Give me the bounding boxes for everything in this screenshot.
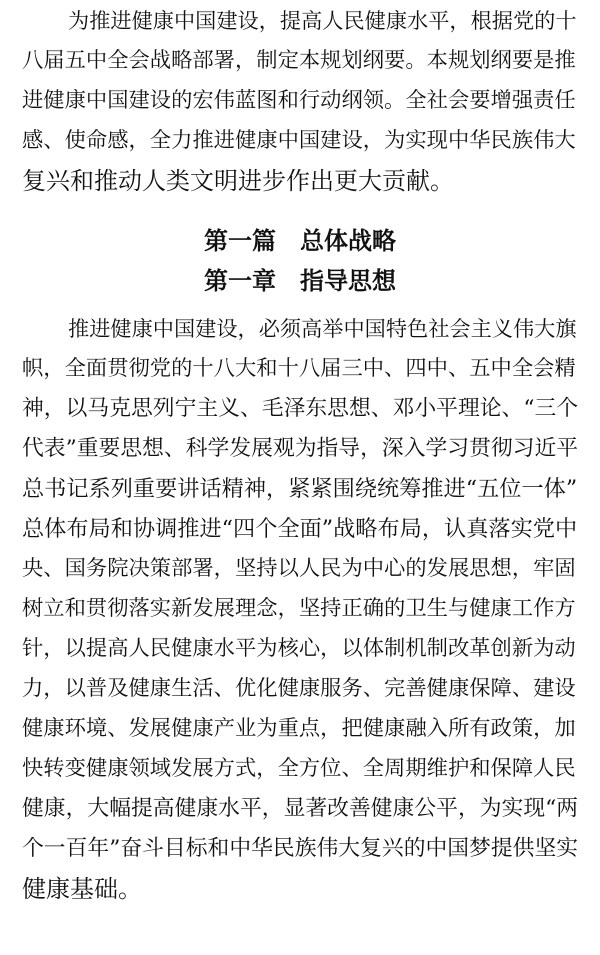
chapter-heading: 第一章 指导思想 <box>204 267 396 295</box>
paragraph-2-line-6: 总体布局和协调推进“四个全面”战略布局，认真落实党中 <box>22 516 578 542</box>
paragraph-2-line-4: 代表”重要思想、科学发展观为指导，深入学习贯彻习近平 <box>22 436 579 461</box>
paragraph-1-line-3: 进健康中国建设的宏伟蓝图和行动纲领。全社会要增强责任 <box>22 88 576 113</box>
paragraph-2-line-13: 健康，大幅提高健康水平，显著改善健康公平，为实现“两 <box>22 796 579 821</box>
paragraph-2-line-10: 力，以普及健康生活、优化健康服务、完善健康保障、建设 <box>22 676 576 701</box>
paragraph-2-line-14: 个一百年”奋斗目标和中华民族伟大复兴的中国梦提供坚实 <box>22 836 579 861</box>
paragraph-1-line-1: 为推进健康中国建设，提高人民健康水平，根据党的十 <box>68 8 577 33</box>
paragraph-1-line-5: 复兴和推动人类文明进步作出更大贡献。 <box>22 167 454 195</box>
paragraph-2-line-5: 总书记系列重要讲话精神，紧紧围绕统筹推进“五位一体” <box>22 476 578 502</box>
paragraph-2-line-2: 帜，全面贯彻党的十八大和十八届三中、四中、五中全会精 <box>22 356 576 381</box>
paragraph-2-line-11: 健康环境、发展健康产业为重点，把健康融入所有政策，加 <box>22 716 576 741</box>
paragraph-2-line-1: 推进健康中国建设，必须高举中国特色社会主义伟大旗 <box>68 316 577 341</box>
part-heading: 第一篇 总体战略 <box>204 227 396 255</box>
paragraph-2-line-7: 央、国务院决策部署，坚持以人民为中心的发展思想，牢固 <box>22 556 576 581</box>
paragraph-2-line-9: 针，以提高人民健康水平为核心，以体制机制改革创新为动 <box>22 636 576 661</box>
paragraph-1-line-2: 八届五中全会战略部署，制定本规划纲要。本规划纲要是推 <box>22 48 576 73</box>
paragraph-2-line-3: 神，以马克思列宁主义、毛泽东思想、邓小平理论、“三个 <box>22 396 579 421</box>
paragraph-2-line-12: 快转变健康领域发展方式，全方位、全周期维护和保障人民 <box>22 756 576 781</box>
paragraph-2-line-15: 健康基础。 <box>22 875 142 903</box>
paragraph-1-line-4: 感、使命感，全力推进健康中国建设，为实现中华民族伟大 <box>22 128 576 153</box>
paragraph-2-line-8: 树立和贯彻落实新发展理念，坚持正确的卫生与健康工作方 <box>22 596 576 621</box>
